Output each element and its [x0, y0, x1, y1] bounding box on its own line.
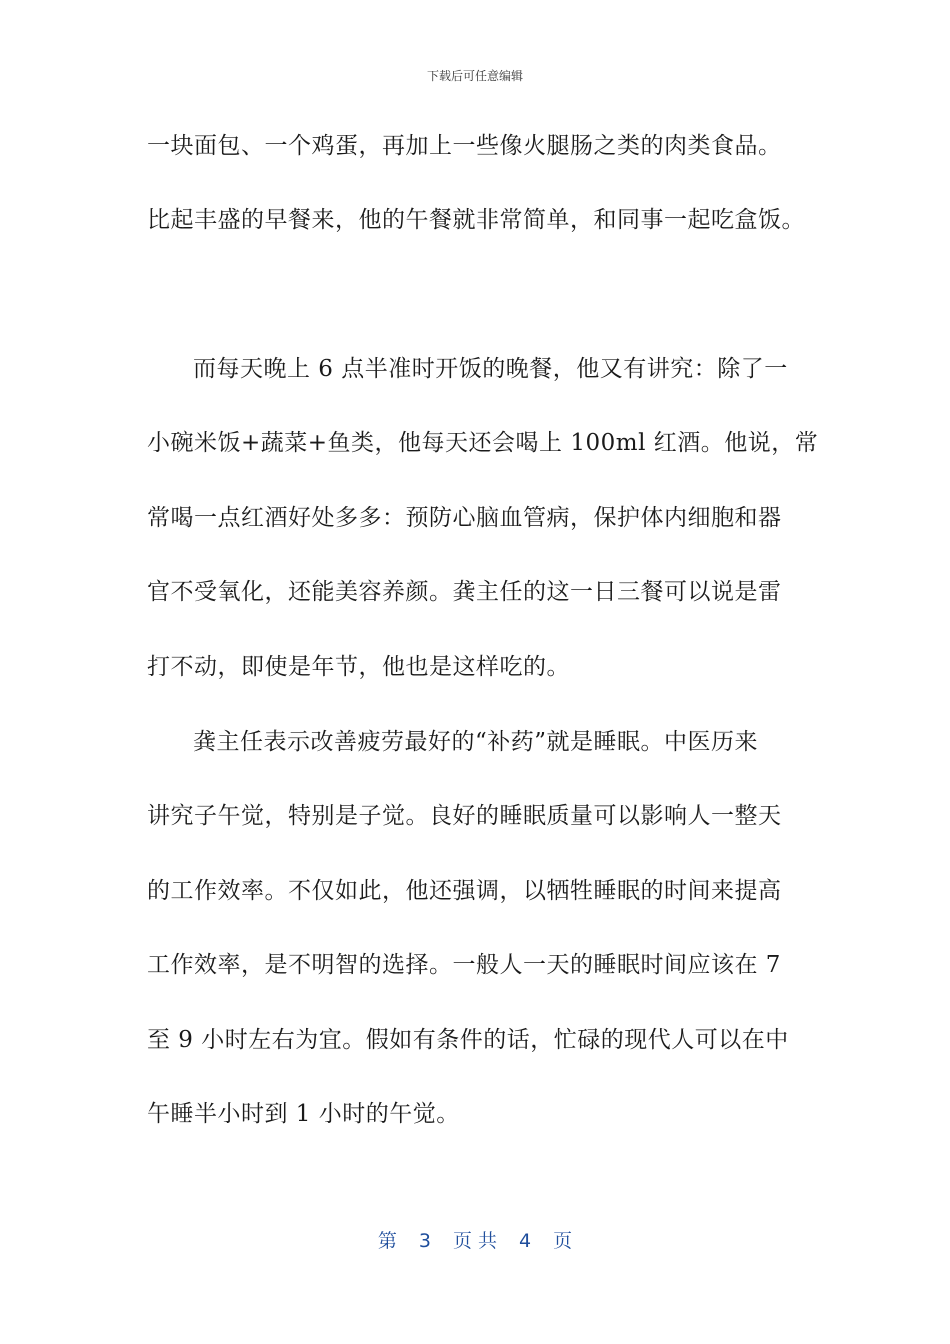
body-line: 小碗米饭+蔬菜+鱼类，他每天还会喝上 100ml 红酒。他说，常 — [147, 430, 819, 456]
body-line: 一块面包、一个鸡蛋，再加上一些像火腿肠之类的肉类食品。 — [147, 133, 782, 159]
paragraph-first-line: 而每天晚上 6 点半准时开饭的晚餐，他又有讲究：除了一 — [193, 356, 788, 382]
footer-prefix: 第 — [377, 1230, 397, 1252]
footer-middle: 页 共 — [452, 1230, 498, 1252]
body-line: 讲究子午觉，特别是子觉。良好的睡眠质量可以影响人一整天 — [147, 803, 782, 829]
page-footer — [0, 1226, 950, 1253]
body-line: 常喝一点红酒好处多多：预防心脑血管病，保护体内细胞和器 — [147, 505, 782, 531]
body-line: 比起丰盛的早餐来，他的午餐就非常简单，和同事一起吃盒饭。 — [147, 207, 805, 233]
header-note: 下载后可任意编辑 — [426, 69, 523, 83]
current-page-number: 3 — [418, 1230, 431, 1252]
body-line: 官不受氧化，还能美容养颜。龚主任的这一日三餐可以说是雷 — [147, 579, 782, 605]
body-line: 的工作效率。不仅如此，他还强调，以牺牲睡眠的时间来提高 — [147, 878, 782, 904]
body-line: 午睡半小时到 1 小时的午觉。 — [147, 1101, 460, 1127]
total-pages-number: 4 — [519, 1230, 532, 1252]
footer-suffix: 页 — [553, 1230, 573, 1252]
body-line: 工作效率，是不明智的选择。一般人一天的睡眠时间应该在 7 — [147, 952, 781, 978]
body-line: 打不动，即使是年节，他也是这样吃的。 — [147, 654, 570, 680]
paragraph-first-line: 龚主任表示改善疲劳最好的“补药”就是睡眠。中医历来 — [193, 729, 759, 755]
body-line: 至 9 小时左右为宜。假如有条件的话，忙碌的现代人可以在中 — [147, 1027, 789, 1053]
